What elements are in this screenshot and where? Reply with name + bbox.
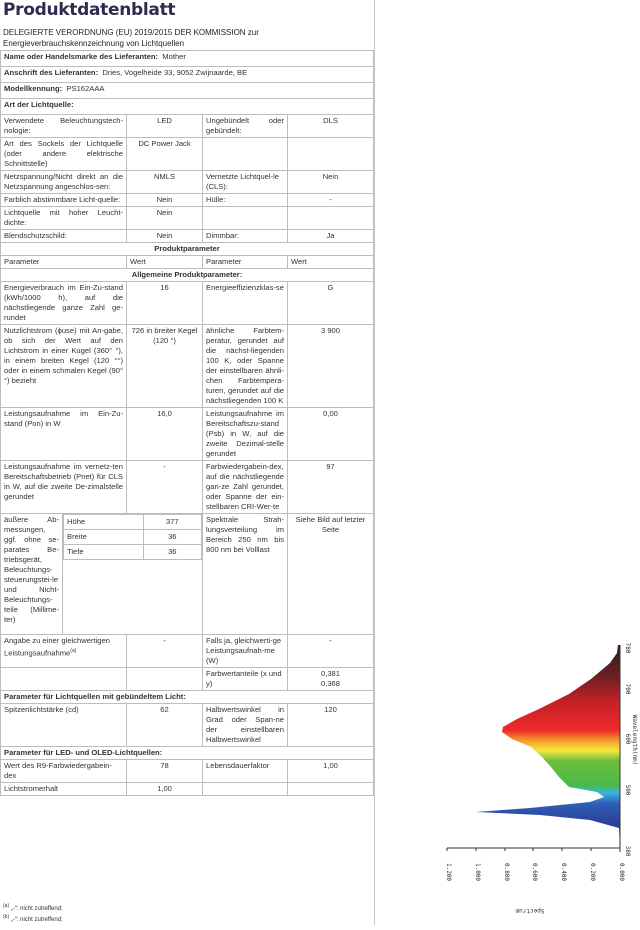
table-row: Energieverbrauch im Ein-Zu-stand (kWh/1000 h), auf die nächstliegende ganze Zahl ge-rundet 16 Energieeffizienzklas-se G [1, 282, 374, 325]
supplier-name-label: Name oder Handelsmarke des Lieferanten: [4, 52, 159, 61]
column-header-row: Parameter Wert Parameter Wert [1, 256, 374, 269]
table-row: Lichtstromerhalt 1,00 [1, 783, 374, 796]
y-tick-1000: 1.000 [474, 862, 481, 882]
supplier-address-label: Anschrift des Lieferanten: [4, 68, 99, 77]
table-row: Nutzlichtstrom (ϕuse) mit An-gabe, ob sich der Wert auf den Lichtstrom in einer Kugel (360° °), in einem breiten Kegel (120 °°) oder in einem schmalen Kegel (90° °) bezieht 726 in breiter Kegel (120 °) ähnliche Farbtem-peratur, gerundet auf die nächst-liegenden 100 K, oder Spanne der einstellbaren ähnli-chen Farbtempera-turen, gerundet auf die nächstliegenden 100 K 3 900 [1, 325, 374, 408]
table-row: Art des Sockels der Lichtquelle (oder andere elektrische Schnittstelle) DC Power Jack [1, 138, 374, 171]
supplier-name-value: Mother [162, 52, 186, 61]
regulation-subtitle [3, 27, 259, 49]
x-tick-780: 780 [624, 642, 631, 654]
section-heading-row [1, 747, 374, 760]
subtitle-line-1: DELEGIERTE VERORDNUNG (EU) 2019/2015 DER KOMMISSION zur [3, 28, 259, 37]
directional-heading: Parameter für Lichtquellen mit gebündeltem Licht: [1, 691, 374, 704]
x-tick-380: 380 [624, 845, 631, 857]
supplier-name-row [1, 51, 374, 67]
table-row: Farblich abstimmbare Licht-quelle: Nein Hülle: - [1, 194, 374, 207]
spectrum-chart [430, 630, 640, 925]
section-heading-row [1, 269, 374, 282]
led-oled-heading: Parameter für LED- und OLED-Lichtquellen: [1, 747, 374, 760]
table-row: Verwendete Beleuchtungstech-nologie: LED Ungebündelt oder gebündelt: DLS [1, 115, 374, 138]
table-row: Blendschutzschild: Nein Dimmbar: Ja [1, 230, 374, 243]
page-title: Produktdatenblatt [3, 0, 176, 20]
product-parameters-heading: Produktparameter [1, 243, 374, 256]
model-row [1, 83, 374, 99]
subtitle-line-2: Energieverbrauchskennzeichnung von Lichtquellen [3, 39, 185, 48]
section-heading-row [1, 691, 374, 704]
footnote-a: $^{(a)}$ „-“: nicht zutreffend; [3, 903, 63, 912]
y-tick-0200: 0.200 [589, 862, 596, 882]
table-row: Netzspannung/Nicht direkt an die Netzspannung angeschlos-sen: NMLS Vernetzte Lichtquel-le (CLS): Nein [1, 171, 374, 194]
table-row: Farbwertanteile (x und y) 0,381 0,368 [1, 668, 374, 691]
general-parameters-heading: Allgemeine Produktparameter: [1, 269, 374, 282]
table-row: Wert des R9-Farbwiedergabein-dex 78 Lebensdauerfaktor 1,00 [1, 760, 374, 783]
x-tick-500: 500 [624, 784, 631, 796]
table-row: Lichtquelle mit hoher Leucht-dichte: Nein [1, 207, 374, 230]
y-tick-0000: 0.000 [618, 862, 625, 882]
section-heading-row [1, 99, 374, 115]
light-source-type-heading: Art der Lichtquelle: [1, 99, 374, 115]
dimensions-table: Höhe 377 Breite 36 Tiefe 36 [63, 514, 202, 560]
spectrum-chart-svg [430, 630, 640, 925]
table-row: Spitzenlichtstärke (cd) 62 Halbwertswinkel in Grad oder Span-ne der einstellbaren Halbwertswinkel 120 [1, 704, 374, 747]
footnote-b: $^{(b)}$ „-“: nicht zutreffend; [3, 914, 63, 923]
table-row: Angabe zu einer gleichwertigen Leistungsaufnahme$^{(a)}$ - Falls ja, gleichwerti-ge Leistungsaufnah-me (W) - [1, 635, 374, 668]
section-heading-row [1, 243, 374, 256]
supplier-address-row [1, 67, 374, 83]
y-tick-0400: 0.400 [560, 862, 567, 882]
supplier-address-value: Dries, Vogelheide 33, 9052 Zwijnaarde, BE [102, 68, 248, 77]
dimensions-label: äußere Ab-messungen, ggf. ohne se-parates Be-triebsgerät, Beleuchtungs-steuerungstei-le und Nicht-Beleuchtungs-teile (Millime-ter) [1, 514, 63, 635]
table-row: Leistungsaufnahme im vernetz-ten Bereitschaftsbetrieb (Pnet) für CLS in W, auf die zweite De-zimalstelle gerundet - Farbwiedergabein-dex, auf die nächstliegende gan-ze Zahl gerundet, oder Spanne der ein-stellbaren CRI-Wer-te 97 [1, 461, 374, 514]
y-tick-1200: 1.200 [445, 862, 452, 882]
model-label: Modellkennung: [4, 84, 63, 93]
y-axis-label: Spectrum [515, 907, 545, 914]
y-tick-0600: 0.600 [531, 862, 538, 882]
y-tick-0800: 0.800 [503, 862, 510, 882]
x-tick-700: 700 [624, 683, 631, 695]
data-table [0, 50, 374, 796]
model-value: PS162AAA [66, 84, 105, 93]
spectrum-area [476, 645, 620, 848]
table-row: Leistungsaufnahme im Ein-Zu-stand (Pon) in W 16,0 Leistungsaufnahme im Bereitschaftszu-stand (Psb) in W, auf die zweite Dezimal-stelle gerundet 0,00 [1, 408, 374, 461]
x-axis-label: Wavelength(nm) [631, 714, 638, 766]
x-tick-600: 600 [624, 733, 631, 745]
dimensions-row: äußere Ab-messungen, ggf. ohne se-parates Be-triebsgerät, Beleuchtungs-steuerungstei-le und Nicht-Beleuchtungs-teile (Millime-ter) Höhe 377 Breite 36 Tiefe 36 Spektrale Strah-lungsverteilung im Bereich 250 nm bis 800 nm bei Volllast Siehe Bild auf letzter Seite [1, 514, 374, 635]
